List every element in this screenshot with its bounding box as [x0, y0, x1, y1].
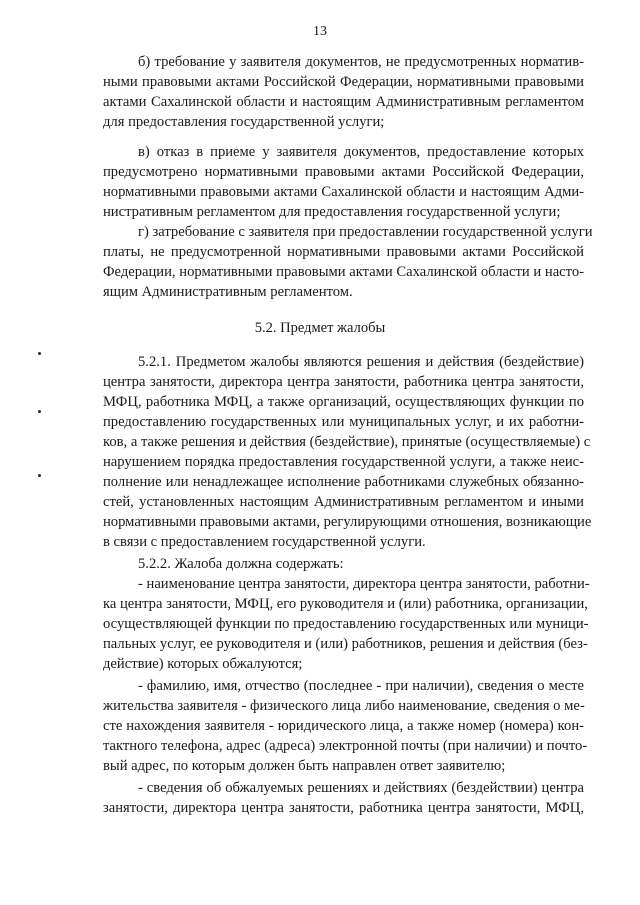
text-line: нормативными правовыми актами Сахалинской области и настоящим Адми-: [103, 184, 584, 200]
text-line: 5.2.2. Жалоба должна содержать:: [138, 556, 344, 572]
text-line: г) затребование с заявителя при предоставлении государственной услуги: [138, 224, 593, 240]
page-number: 13: [313, 24, 327, 39]
text-line: занятости, директора центра занятости, работника центра занятости, МФЦ,: [103, 800, 584, 816]
text-line: для предоставления государственной услуги;: [103, 114, 385, 130]
text-line: в связи с предоставлением государственной услуги.: [103, 534, 426, 550]
text-line: нарушением порядка предоставления государственной услуги, а также неис-: [103, 454, 584, 470]
text-line: в) отказ в приеме у заявителя документов, предоставление которых: [138, 144, 584, 160]
text-line: нистративным регламентом для предоставления государственной услуги;: [103, 204, 561, 220]
text-line: центра занятости, директора центра занятости, работника центра занятости,: [103, 374, 584, 390]
text-line: предоставлению государственных или муниципальных услуг, и их работни-: [103, 414, 584, 430]
text-line: платы, не предусмотренной нормативными правовыми актами Российской: [103, 244, 584, 260]
text-line: ка центра занятости, МФЦ, его руководителя и (или) работника, организации,: [103, 596, 588, 612]
text-line: - наименование центра занятости, директора центра занятости, работни-: [138, 576, 590, 592]
text-line: 5.2.1. Предметом жалобы являются решения и действия (бездействие): [138, 354, 584, 370]
text-line: жительства заявителя - физического лица либо наименование, сведения о ме-: [103, 698, 585, 714]
text-line: - сведения об обжалуемых решениях и действиях (бездействии) центра: [138, 780, 584, 796]
text-line: ящим Административным регламентом.: [103, 284, 353, 300]
text-line: - фамилию, имя, отчество (последнее - при наличии), сведения о месте: [138, 678, 584, 694]
text-line: пальных услуг, ее руководителя и (или) работников, решения и действия (без-: [103, 636, 588, 652]
scan-mark: [38, 410, 41, 413]
scan-mark: [38, 352, 41, 355]
text-line: ков, а также решения и действия (бездействие), принятые (осуществляемые) с: [103, 434, 591, 450]
text-line: сте нахождения заявителя - юридического лица, а также номер (номера) кон-: [103, 718, 584, 734]
text-line: актами Сахалинской области и настоящим Административным регламентом: [103, 94, 584, 110]
text-line: Федерации, нормативными правовыми актами Сахалинской области и насто-: [103, 264, 584, 280]
text-line: действие) которых обжалуются;: [103, 656, 303, 672]
text-line: МФЦ, работника МФЦ, а также организаций, осуществляющих функции по: [103, 394, 584, 410]
text-line: вый адрес, по которым должен быть направлен ответ заявителю;: [103, 758, 506, 774]
text-line: б) требование у заявителя документов, не предусмотренных норматив-: [138, 54, 584, 70]
scan-mark: [38, 474, 41, 477]
text-line: нормативными правовыми актами, регулирующими отношения, возникающие: [103, 514, 592, 530]
text-line: стей, установленных настоящим Административным регламентом и иными: [103, 494, 584, 510]
text-line: полнение или ненадлежащее исполнение работниками служебных обязанно-: [103, 474, 584, 490]
text-line: осуществляющей функции по предоставлению государственных или муници-: [103, 616, 589, 632]
text-line: тактного телефона, адрес (адреса) электронной почты (при наличии) и почто-: [103, 738, 588, 754]
text-line: предусмотрено нормативными правовыми актами Российской Федерации,: [103, 164, 584, 180]
section-heading: 5.2. Предмет жалобы: [254, 320, 386, 336]
text-line: ными правовыми актами Российской Федерации, нормативными правовыми: [103, 74, 584, 90]
